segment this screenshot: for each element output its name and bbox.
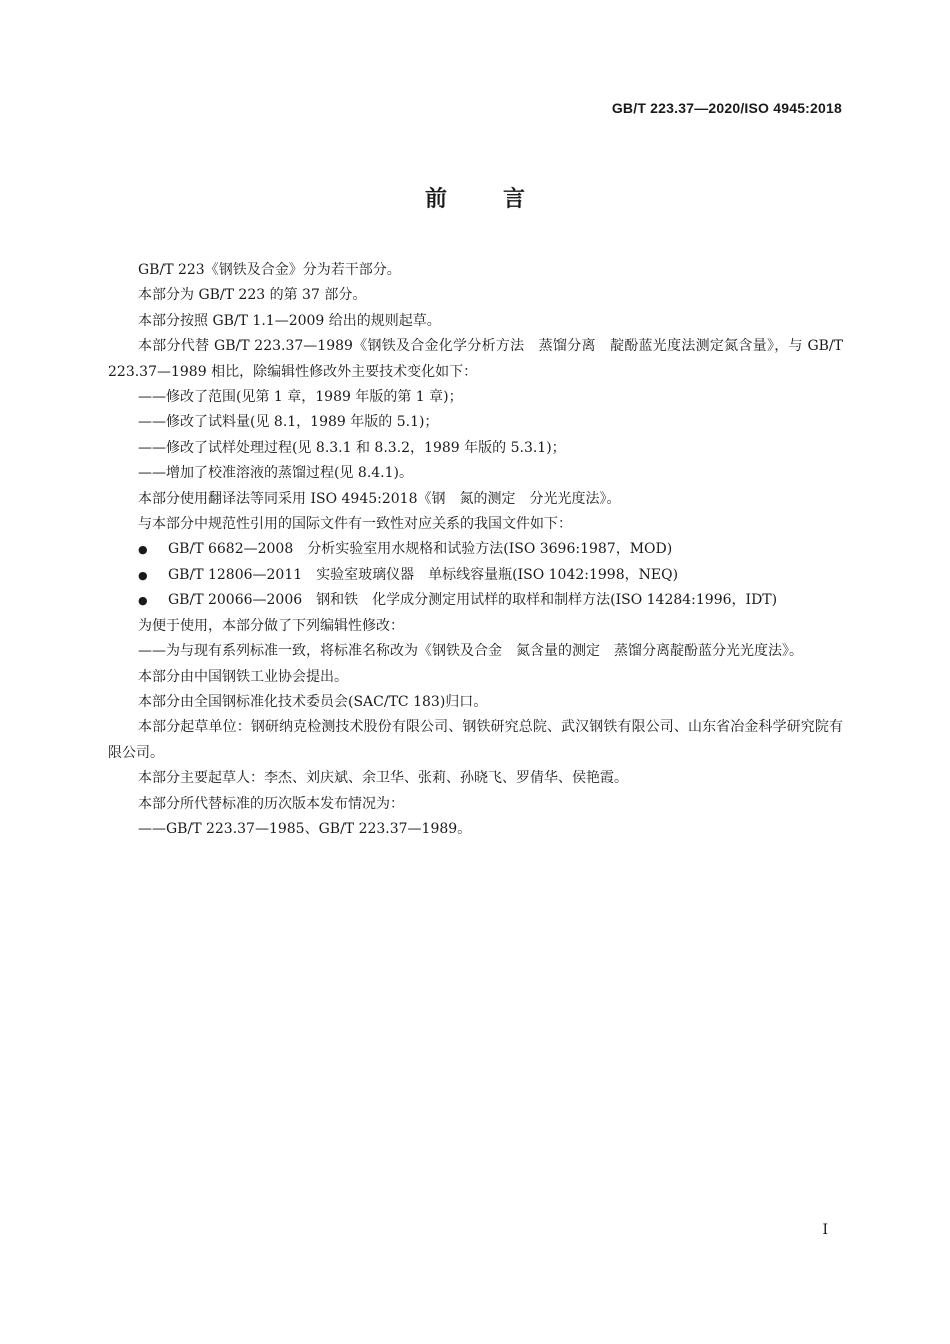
paragraph-drafting-units: 本部分起草单位：钢研纳克检测技术股份有限公司、钢铁研究总院、武汉钢铁有限公司、山东省冶金科学研究院有限公司。 (108, 719, 843, 761)
page-title: 前言 (424, 187, 581, 212)
change-item: ——增加了校准溶液的蒸馏过程(见 8.4.1)。 (138, 465, 413, 482)
paragraph-drafters: 本部分主要起草人：李杰、刘庆斌、余卫华、张莉、孙晓飞、罗倩华、侯艳霞。 (138, 770, 628, 787)
paragraph-part-number: 本部分为 GB/T 223 的第 37 部分。 (138, 287, 367, 304)
reference-text: GB/T 6682—2008 分析实验室用水规格和试验方法(ISO 3696:1987，MOD) (168, 541, 673, 558)
change-item: ——修改了范围(见第 1 章，1989 年版的第 1 章)； (138, 389, 463, 406)
page-number: I (822, 1222, 828, 1238)
paragraph-parts: GB/T 223《钢铁及合金》分为若干部分。 (138, 262, 401, 278)
reference-item (108, 563, 843, 588)
change-item: ——修改了试料量(见 8.1，1989 年版的 5.1)； (138, 414, 439, 431)
paragraph-drafting-rules: 本部分按照 GB/T 1.1—2009 给出的规则起草。 (138, 312, 441, 329)
bullet-icon (108, 588, 168, 613)
bullet-icon (108, 563, 168, 588)
editorial-change-item: ——为与现有系列标准一致，将标准名称改为《钢铁及合金 氮含量的测定 蒸馏分离靛酚蓝分光光度法》。 (138, 643, 803, 660)
reference-item (108, 537, 843, 562)
paragraph-translation: 本部分使用翻译法等同采用 ISO 4945:2018《钢 氮的测定 分光光度法》。 (138, 490, 621, 507)
paragraph-replaces: 本部分代替 GB/T 223.37—1989《钢铁及合金化学分析方法 蒸馏分离 靛酚蓝光度法测定氮含量》，与 GB/T 223.37—1989 相比，除编辑性修改外主要技术变化如下： (108, 338, 843, 380)
paragraph-history-intro: 本部分所代替标准的历次版本发布情况为： (138, 795, 404, 812)
paragraph-under-jurisdiction: 本部分由全国钢标准化技术委员会(SAC/TC 183)归口。 (138, 693, 488, 710)
history-item: ——GB/T 223.37—1985、GB/T 223.37—1989。 (138, 820, 472, 837)
reference-text: GB/T 12806—2011 实验室玻璃仪器 单标线容量瓶(ISO 1042:1998，NEQ) (168, 566, 679, 583)
standard-number-header: GB/T 223.37—2020/ISO 4945:2018 (611, 100, 842, 116)
change-item: ——修改了试样处理过程(见 8.3.1 和 8.3.2，1989 年版的 5.3.1)； (138, 439, 566, 456)
paragraph-editorial-intro: 为便于使用，本部分做了下列编辑性修改： (138, 617, 404, 634)
bullet-icon (108, 537, 168, 562)
foreword-body (108, 258, 843, 842)
paragraph-proposed-by: 本部分由中国钢铁工业协会提出。 (138, 668, 348, 685)
paragraph-references-intro: 与本部分中规范性引用的国际文件有一致性对应关系的我国文件如下： (138, 516, 572, 533)
reference-text: GB/T 20066—2006 钢和铁 化学成分测定用试样的取样和制样方法(ISO 14284:1996，IDT) (168, 592, 778, 609)
reference-item (108, 588, 843, 613)
